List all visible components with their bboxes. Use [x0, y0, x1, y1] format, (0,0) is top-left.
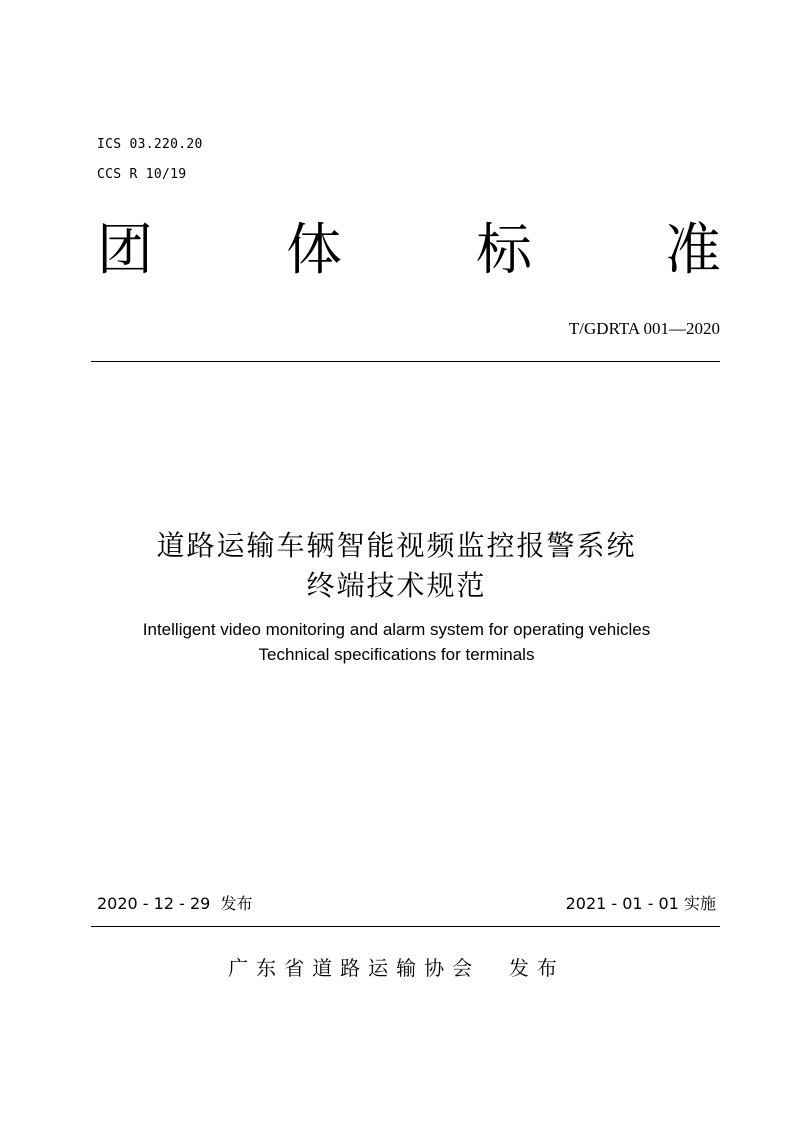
standard-type-char-1: 团 — [97, 218, 153, 283]
publisher: 广东省道路运输协会 发布 — [228, 956, 565, 980]
ics-code: ICS 03.220.20 — [97, 137, 203, 152]
top-divider — [91, 361, 720, 362]
title-english-line-1: Intelligent video monitoring and alarm system for operating vehicles — [142, 620, 651, 639]
effective-date: 2021 - 01 - 01 实施 — [565, 894, 716, 913]
standard-type-char-2: 体 — [286, 218, 342, 283]
issue-date: 2020 - 12 - 29 发布 — [97, 894, 253, 913]
standard-type-char-4: 准 — [665, 218, 721, 283]
title-chinese-line-2: 终端技术规范 — [306, 569, 487, 602]
bottom-divider — [91, 926, 720, 927]
title-chinese-line-1: 道路运输车辆智能视频监控报警系统 — [156, 529, 637, 562]
ccs-code: CCS R 10/19 — [97, 167, 187, 182]
standard-number: T/GDRTA 001—2020 — [568, 319, 720, 338]
title-english-line-2: Technical specifications for terminals — [258, 645, 535, 664]
standard-type-char-3: 标 — [476, 218, 532, 283]
